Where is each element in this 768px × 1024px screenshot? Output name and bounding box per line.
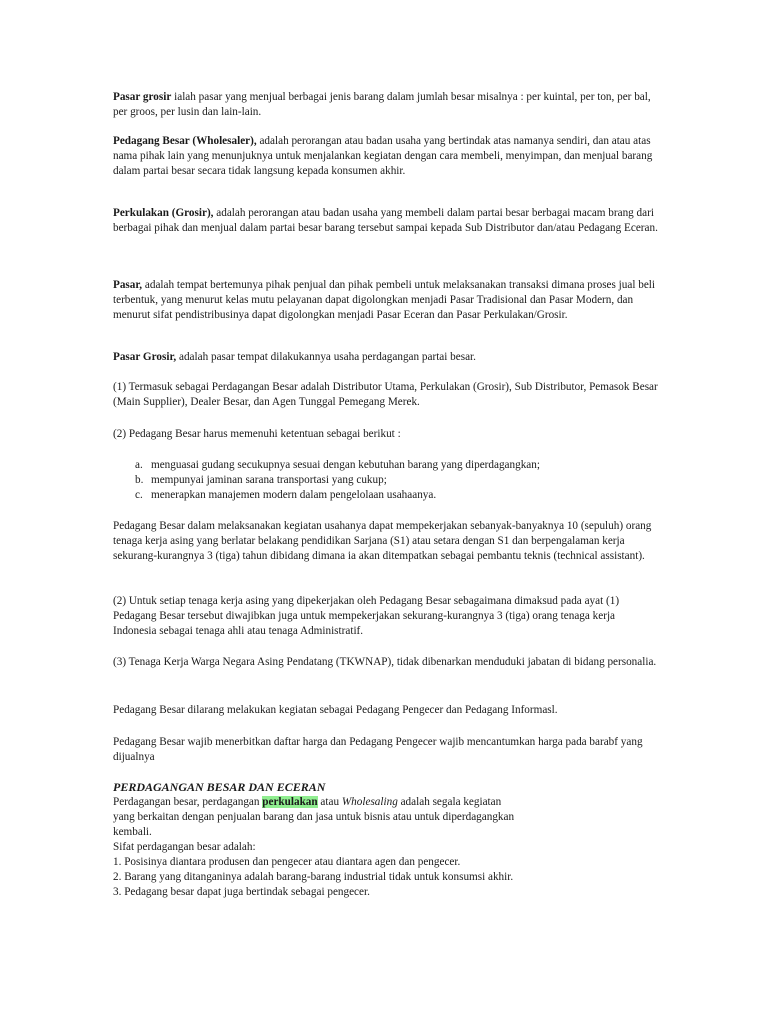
term: Pasar, bbox=[113, 279, 143, 291]
paragraph-ayat-3: (3) Tenaga Kerja Warga Negara Asing Pendatang (TKWNAP), tidak dibenarkan menduduki jabatan di bidang personalia. bbox=[113, 656, 657, 668]
list-marker: c. bbox=[135, 489, 143, 501]
paragraph-perkulakan bbox=[113, 206, 658, 236]
section-line bbox=[113, 795, 658, 810]
list-item-text: menguasai gudang secukupnya sesuai dengan kebutuhan barang yang diperdagangkan; bbox=[151, 459, 540, 471]
section-perdagangan-besar bbox=[113, 780, 658, 900]
text-run: adalah segala kegiatan bbox=[397, 796, 502, 808]
list-marker: a. bbox=[135, 459, 143, 471]
text-run: atau bbox=[317, 796, 342, 808]
definition-text: adalah perorangan atau badan usaha yang membeli dalam partai besar berbagai macam brang dari berbagai pihak dan menjual dalam partai besar barang tersebut sampai kepada Sub Distributor dan/atau Pedagang Eceran. bbox=[113, 207, 658, 234]
highlighted-term: perkulakan bbox=[262, 796, 318, 808]
definition-text: adalah pasar tempat dilakukannya usaha perdagangan partai besar. bbox=[176, 351, 476, 363]
paragraph-ayat-2: (2) Pedagang Besar harus memenuhi ketentuan sebagai berikut : bbox=[113, 428, 401, 440]
paragraph-pasar bbox=[113, 278, 658, 323]
term: Perkulakan (Grosir), bbox=[113, 207, 214, 219]
paragraph-pedagang-besar bbox=[113, 134, 658, 179]
paragraph-daftar-harga: Pedagang Besar wajib menerbitkan daftar harga dan Pedagang Pengecer wajib mencantumkan harga pada barabf yang dijualnya bbox=[113, 736, 643, 763]
requirements-list bbox=[113, 458, 658, 503]
paragraph-tenaga-kerja-asing: Pedagang Besar dalam melaksanakan kegiatan usahanya dapat mempekerjakan sebanyak-banyaknya 10 (sepuluh) orang tenaga kerja asing yang berlatar belakang pendidikan Sarjana (S1) atau setara dengan S1 dan berpengalaman kerja sekurang-kurangnya 3 (tiga) tahun dibidang dimana ia akan ditempatkan sebagai pembantu teknis (technical assistant). bbox=[113, 520, 652, 562]
list-item-text: mempunyai jaminan sarana transportasi yang cukup; bbox=[151, 474, 387, 486]
section-line: Sifat perdagangan besar adalah: bbox=[113, 841, 256, 853]
definition-text: adalah tempat bertemunya pihak penjual dan pihak pembeli untuk melaksanakan transaksi dimana proses jual beli terbentuk, yang menurut kelas mutu pelayanan dapat digolongkan menjadi Pasar Tradisional dan Pasar Modern, dan menurut sifat pendistribusinya dapat digolongkan menjadi Pasar Eceran dan Pasar Perkulakan/Grosir. bbox=[113, 279, 656, 321]
list-marker: b. bbox=[135, 474, 144, 486]
list-item-text: menerapkan manajemen modern dalam pengelolaan usahaanya. bbox=[151, 489, 437, 501]
definition-text: adalah perorangan atau badan usaha yang bertindak atas namanya sendiri, dan atau atas nama pihak lain yang menunjuknya untuk menjalankan kegiatan dengan cara membeli, menyimpan, dan menjual barang dalam partai besar secara tidak langsung kepada konsumen akhir. bbox=[113, 135, 653, 177]
section-heading: PERDAGANGAN BESAR DAN ECERAN bbox=[113, 780, 326, 794]
paragraph-pasar-grosir-definition bbox=[113, 90, 658, 120]
numbered-item: 2. Barang yang ditanganinya adalah barang-barang industrial tidak untuk konsumsi akhir. bbox=[113, 871, 514, 883]
paragraph-pasar-grosir-2 bbox=[113, 350, 658, 365]
section-line: kembali. bbox=[113, 826, 152, 838]
list-item bbox=[113, 488, 658, 503]
section-line: yang berkaitan dengan penjualan barang dan jasa untuk bisnis atau untuk diperdagangkan bbox=[113, 811, 515, 823]
term: Pedagang Besar (Wholesaler), bbox=[113, 135, 257, 147]
italic-term: Wholesaling bbox=[341, 796, 398, 808]
numbered-item: 1. Posisinya diantara produsen dan pengecer atau diantara agen dan pengecer. bbox=[113, 856, 461, 868]
text-run: Perdagangan besar, perdagangan bbox=[113, 796, 263, 808]
term: Pasar grosir bbox=[113, 91, 172, 103]
paragraph-larangan: Pedagang Besar dilarang melakukan kegiatan sebagai Pedagang Pengecer dan Pedagang Informasl. bbox=[113, 704, 558, 716]
list-item bbox=[113, 458, 658, 473]
paragraph-ayat-2b: (2) Untuk setiap tenaga kerja asing yang dipekerjakan oleh Pedagang Besar sebagaimana dimaksud pada ayat (1) Pedagang Besar tersebut diwajibkan juga untuk mempekerjakan sekurang-kurangnya 3 (tiga) orang tenaga kerja Indonesia sebagai tenaga ahli atau tenaga Administratif. bbox=[113, 595, 620, 637]
list-item bbox=[113, 473, 658, 488]
term: Pasar Grosir, bbox=[113, 351, 177, 363]
definition-text: ialah pasar yang menjual berbagai jenis barang dalam jumlah besar misalnya : per kuintal, per ton, per bal, per groos, per lusin dan lain-lain. bbox=[113, 91, 651, 118]
numbered-item: 3. Pedagang besar dapat juga bertindak sebagai pengecer. bbox=[113, 886, 370, 898]
paragraph-ayat-1: (1) Termasuk sebagai Perdagangan Besar adalah Distributor Utama, Perkulakan (Grosir), Sub Distributor, Pemasok Besar (Main Supplier), Dealer Besar, dan Agen Tunggal Pemegang Merek. bbox=[113, 381, 658, 408]
